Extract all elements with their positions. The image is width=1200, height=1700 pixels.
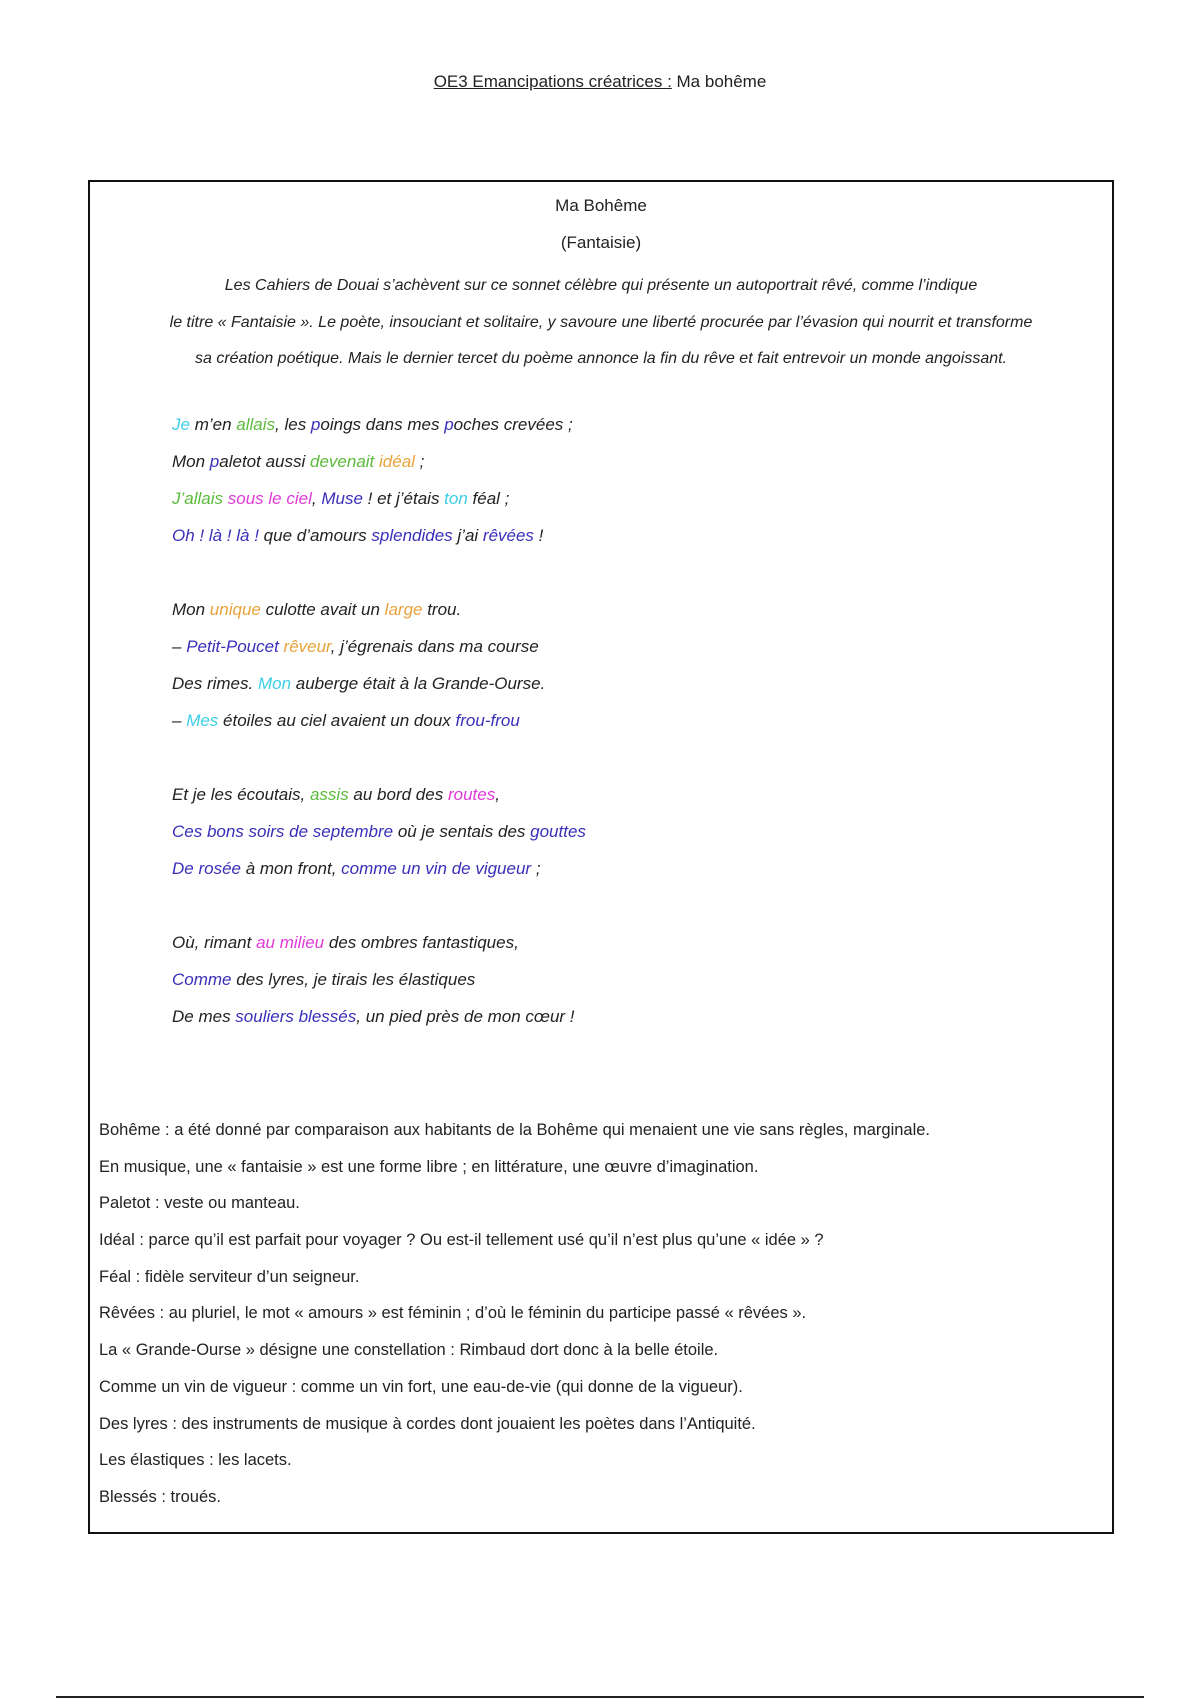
- stanza-2: [172, 591, 586, 739]
- highlighted-word: rêveur: [283, 637, 331, 656]
- poem-subtitle: (Fantaisie): [560, 233, 642, 252]
- verse-line: [172, 517, 586, 554]
- page-title-rest: Ma bohême: [671, 72, 767, 91]
- note-line: Comme un vin de vigueur : comme un vin fort, une eau-de-vie (qui donne de la vigueur).: [99, 1377, 743, 1396]
- intro-line: Les Cahiers de Douai s’achèvent sur ce sonnet célèbre qui présente un autoportrait rêvé, comme l’indique: [224, 277, 978, 294]
- verse-text: Mon: [172, 600, 210, 619]
- note-line: Paletot : veste ou manteau.: [99, 1194, 300, 1213]
- verse-text: –: [172, 637, 187, 656]
- highlighted-word: Muse: [321, 489, 363, 508]
- poem-stanzas: [172, 406, 586, 1072]
- highlighted-word: idéal: [379, 452, 415, 471]
- highlighted-word: unique: [209, 600, 261, 619]
- verse-text: De mes: [172, 1007, 236, 1026]
- poem-title: Ma Bohême: [555, 196, 647, 215]
- verse-text: des ombres fantastiques,: [324, 933, 519, 952]
- vocabulary-notes: [99, 1112, 930, 1516]
- note-line: Des lyres : des instruments de musique à cordes dont jouaient les poètes dans l’Antiquité.: [99, 1414, 756, 1433]
- intro-line: sa création poétique. Mais le dernier tercet du poème annonce la fin du rêve et fait entrevoir un monde angoissant.: [194, 350, 1008, 367]
- verse-text: ;: [531, 859, 541, 878]
- page-title-underlined: OE3 Emancipations créatrices :: [433, 72, 672, 91]
- note-line: Bohême : a été donné par comparaison aux habitants de la Bohême qui menaient une vie sans règles, marginale.: [99, 1121, 931, 1139]
- verse-text: étoiles au ciel avaient un doux: [218, 711, 456, 730]
- verse-text: , les: [275, 415, 311, 434]
- page-title: [0, 72, 1200, 92]
- highlighted-word: rêvées: [482, 526, 534, 545]
- verse-line: [172, 480, 586, 517]
- verse-line: [172, 591, 586, 628]
- highlighted-word: De rosée: [172, 859, 241, 878]
- verse-line: [172, 924, 586, 961]
- highlighted-word: p: [310, 415, 321, 434]
- verse-text: , j’égrenais dans ma course: [330, 637, 539, 656]
- verse-text: culotte avait un: [260, 600, 385, 619]
- verse-text: Mon: [172, 452, 210, 471]
- verse-text: Et je les écoutais,: [172, 785, 310, 804]
- highlighted-word: gouttes: [530, 822, 586, 841]
- note-line: Les élastiques : les lacets.: [99, 1451, 292, 1470]
- verse-text: féal ;: [467, 489, 510, 508]
- highlighted-word: assis: [309, 785, 349, 804]
- verse-text: où je sentais des: [393, 822, 531, 841]
- highlighted-word: splendides: [371, 526, 453, 545]
- stanza-4: [172, 924, 586, 1035]
- verse-line: [172, 406, 586, 443]
- highlighted-word: Comme: [172, 970, 232, 989]
- verse-line: [172, 813, 586, 850]
- verse-text: ;: [414, 452, 425, 471]
- verse-line: [172, 628, 586, 665]
- highlighted-word: comme un vin de vigueur: [341, 859, 532, 878]
- note-line: La « Grande-Ourse » désigne une constellation : Rimbaud dort donc à la belle étoile.: [99, 1341, 719, 1360]
- verse-line: [172, 850, 586, 887]
- verse-text: oings dans mes: [320, 415, 445, 434]
- highlighted-word: Je: [172, 415, 190, 434]
- verse-text: à mon front,: [240, 859, 342, 878]
- highlighted-word: J’allais: [172, 489, 224, 508]
- verse-text: , un pied près de mon cœur !: [356, 1007, 575, 1026]
- highlighted-word: p: [444, 415, 454, 434]
- verse-text: –: [172, 711, 187, 730]
- verse-line: [172, 665, 586, 702]
- note-line: En musique, une « fantaisie » est une forme libre ; en littérature, une œuvre d’imagination.: [99, 1157, 759, 1176]
- verse-line: [172, 776, 586, 813]
- highlighted-word: Ces bons soirs de septembre: [172, 822, 394, 841]
- highlighted-word: large: [384, 600, 423, 619]
- verse-text: j’ai: [452, 526, 483, 545]
- highlighted-word: routes: [447, 785, 496, 804]
- verse-line: [172, 702, 586, 739]
- highlighted-word: frou-frou: [455, 711, 520, 730]
- highlighted-word: souliers blessés: [235, 1007, 357, 1026]
- verse-text: oches crevées ;: [453, 415, 573, 434]
- verse-text: aletot aussi: [219, 452, 310, 471]
- verse-text: m’en: [189, 415, 237, 434]
- verse-text: ! et j’étais: [362, 489, 445, 508]
- highlighted-word: Mon: [257, 674, 292, 693]
- highlighted-word: allais: [236, 415, 276, 434]
- intro-line: le titre « Fantaisie ». Le poète, insouciant et solitaire, y savoure une liberté procurée par l’évasion qui nourrit et transforme: [169, 313, 1033, 331]
- verse-text: Où, rimant: [172, 933, 257, 952]
- stanza-3: [172, 776, 586, 887]
- highlighted-word: Petit-Poucet: [186, 637, 279, 656]
- verse-text: au bord des: [348, 785, 448, 804]
- highlighted-word: au milieu: [256, 933, 325, 952]
- verse-text: ,: [495, 785, 500, 804]
- poem-intro: [98, 268, 1104, 378]
- note-line: Féal : fidèle serviteur d’un seigneur.: [99, 1267, 360, 1286]
- highlighted-word: ton: [444, 489, 468, 508]
- verse-text: ,: [311, 489, 322, 508]
- verse-text: trou.: [422, 600, 462, 619]
- footer-rule: [56, 1696, 1144, 1698]
- poem-frame: [88, 180, 1114, 1534]
- verse-line: [172, 961, 586, 998]
- verse-line: [172, 998, 586, 1035]
- highlighted-word: devenait: [310, 452, 375, 471]
- highlighted-word: Mes: [186, 711, 219, 730]
- stanza-1: [172, 406, 586, 554]
- verse-text: Des rimes.: [172, 674, 258, 693]
- highlighted-word: Oh ! là ! là !: [172, 526, 259, 545]
- verse-text: que d’amours: [258, 526, 372, 545]
- highlighted-word: p: [209, 452, 220, 471]
- verse-line: [172, 443, 586, 480]
- highlighted-word: sous le ciel: [227, 489, 312, 508]
- note-line: Blessés : troués.: [99, 1487, 221, 1506]
- verse-text: !: [533, 526, 544, 545]
- verse-text: des lyres, je tirais les élastiques: [231, 970, 476, 989]
- verse-text: auberge était à la Grande-Ourse.: [291, 674, 546, 693]
- note-line: Rêvées : au pluriel, le mot « amours » est féminin ; d’où le féminin du participe passé « rêvées ».: [99, 1304, 807, 1323]
- note-line: Idéal : parce qu’il est parfait pour voyager ? Ou est-il tellement usé qu’il n’est plus qu’une « idée » ?: [99, 1231, 824, 1250]
